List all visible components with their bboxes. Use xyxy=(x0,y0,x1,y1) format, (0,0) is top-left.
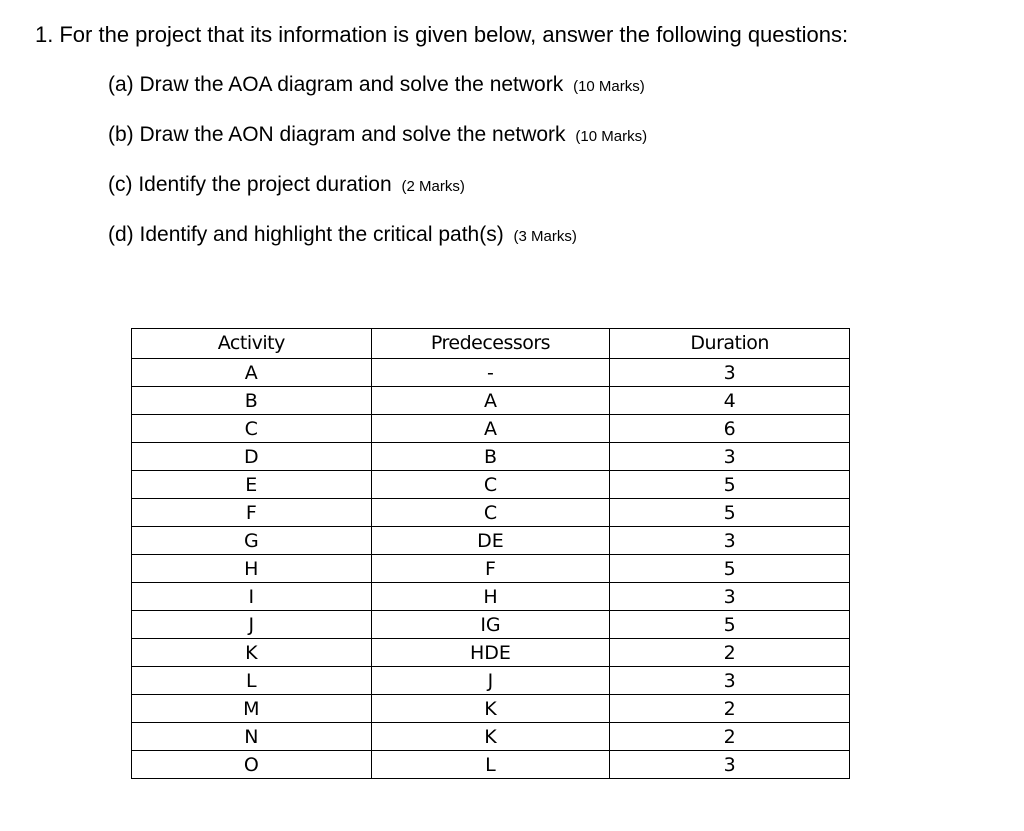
duration-cell: 2 xyxy=(610,695,850,723)
predecessors-cell: A xyxy=(371,387,610,415)
table-row xyxy=(132,527,850,555)
table-row xyxy=(132,751,850,779)
predecessors-cell: C xyxy=(371,471,610,499)
activity-cell: L xyxy=(132,667,372,695)
activity-cell: O xyxy=(132,751,372,779)
activity-cell: M xyxy=(132,695,372,723)
header-activity: Activity xyxy=(132,329,372,359)
subquestion-marks: (10 Marks) xyxy=(573,78,645,95)
subquestion-a xyxy=(108,73,645,97)
subquestion-text: (c) Identify the project duration xyxy=(108,173,392,196)
predecessors-cell: H xyxy=(371,583,610,611)
question-number: 1. xyxy=(35,22,54,47)
activity-cell: G xyxy=(132,527,372,555)
duration-cell: 3 xyxy=(610,359,850,387)
header-predecessors: Predecessors xyxy=(371,329,610,359)
predecessors-cell: L xyxy=(371,751,610,779)
subquestion-marks: (2 Marks) xyxy=(401,178,465,195)
activity-cell: F xyxy=(132,499,372,527)
predecessors-cell: - xyxy=(371,359,610,387)
subquestion-text: (a) Draw the AOA diagram and solve the network xyxy=(108,73,564,96)
duration-cell: 4 xyxy=(610,387,850,415)
duration-cell: 3 xyxy=(610,751,850,779)
predecessors-cell: HDE xyxy=(371,639,610,667)
duration-cell: 2 xyxy=(610,639,850,667)
table-row xyxy=(132,639,850,667)
subquestion-text: (b) Draw the AON diagram and solve the network xyxy=(108,123,566,146)
predecessors-cell: C xyxy=(371,499,610,527)
duration-cell: 3 xyxy=(610,527,850,555)
predecessors-cell: K xyxy=(371,723,610,751)
predecessors-cell: IG xyxy=(371,611,610,639)
duration-cell: 3 xyxy=(610,443,850,471)
activity-table xyxy=(131,328,850,779)
activity-cell: B xyxy=(132,387,372,415)
table-row xyxy=(132,611,850,639)
subquestion-marks: (3 Marks) xyxy=(513,228,577,245)
activity-cell: J xyxy=(132,611,372,639)
predecessors-cell: A xyxy=(371,415,610,443)
duration-cell: 3 xyxy=(610,583,850,611)
activity-cell: C xyxy=(132,415,372,443)
table-header-row xyxy=(132,329,850,359)
table-row xyxy=(132,443,850,471)
duration-cell: 5 xyxy=(610,611,850,639)
predecessors-cell: F xyxy=(371,555,610,583)
table-row xyxy=(132,415,850,443)
subquestion-marks: (10 Marks) xyxy=(575,128,648,145)
activity-cell: N xyxy=(132,723,372,751)
activity-cell: K xyxy=(132,639,372,667)
question-text: For the project that its information is given below, answer the following questions: xyxy=(59,22,849,47)
predecessors-cell: J xyxy=(371,667,610,695)
duration-cell: 3 xyxy=(610,667,850,695)
table-row xyxy=(132,359,850,387)
activity-cell: E xyxy=(132,471,372,499)
table-row xyxy=(132,387,850,415)
duration-cell: 2 xyxy=(610,723,850,751)
question-title xyxy=(35,22,848,48)
table-row xyxy=(132,499,850,527)
subquestion-text: (d) Identify and highlight the critical path(s) xyxy=(108,223,504,246)
activity-cell: H xyxy=(132,555,372,583)
duration-cell: 5 xyxy=(610,471,850,499)
table-row xyxy=(132,471,850,499)
table-row xyxy=(132,667,850,695)
predecessors-cell: DE xyxy=(371,527,610,555)
predecessors-cell: B xyxy=(371,443,610,471)
table-row xyxy=(132,723,850,751)
duration-cell: 6 xyxy=(610,415,850,443)
table-row xyxy=(132,555,850,583)
duration-cell: 5 xyxy=(610,499,850,527)
predecessors-cell: K xyxy=(371,695,610,723)
header-duration: Duration xyxy=(610,329,850,359)
table-row xyxy=(132,583,850,611)
subquestion-b xyxy=(108,123,647,147)
table-row xyxy=(132,695,850,723)
activity-cell: D xyxy=(132,443,372,471)
subquestion-c xyxy=(108,173,465,197)
subquestion-d xyxy=(108,223,577,247)
activity-cell: A xyxy=(132,359,372,387)
activity-cell: I xyxy=(132,583,372,611)
duration-cell: 5 xyxy=(610,555,850,583)
